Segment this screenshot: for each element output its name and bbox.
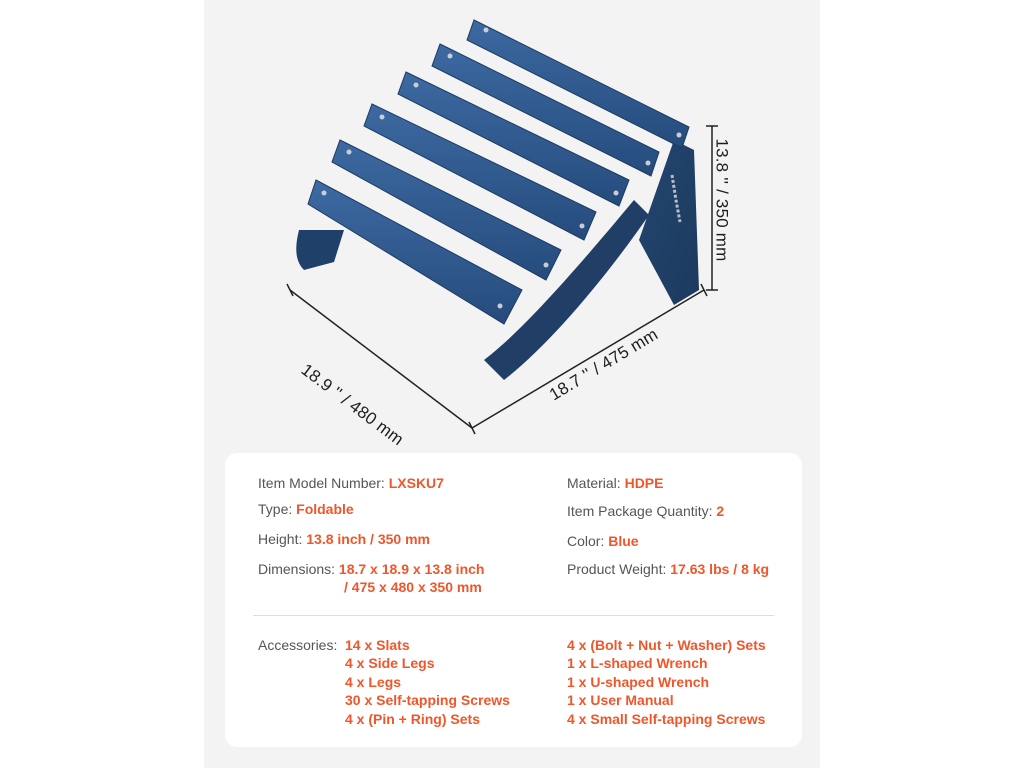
slats	[308, 20, 689, 324]
spec-quantity-value: 2	[716, 503, 725, 519]
accessory-item: 14 x Slats	[345, 637, 410, 653]
spec-model-value: LXSKU7	[388, 475, 444, 491]
divider	[253, 615, 774, 616]
spec-quantity-label: Item Package Quantity:	[567, 503, 713, 519]
accessories-list-left	[345, 636, 510, 728]
spec-weight	[567, 560, 769, 578]
spec-material-label: Material:	[567, 475, 621, 491]
accessories-list-right	[567, 636, 766, 728]
spec-card	[225, 453, 802, 747]
spec-color	[567, 532, 639, 550]
spec-material	[567, 474, 663, 492]
accessory-item: 1 x User Manual	[567, 692, 674, 709]
spec-height	[258, 530, 430, 548]
accessory-item: 4 x (Bolt + Nut + Washer) Sets	[567, 637, 766, 653]
spec-type-value: Foldable	[296, 501, 354, 517]
spec-dimensions-metric	[344, 578, 482, 596]
product-figure	[204, 0, 820, 450]
spec-dimensions-value-1: 18.7 x 18.9 x 13.8 inch	[338, 561, 485, 577]
accessory-item: 1 x L-shaped Wrench	[567, 655, 708, 672]
spec-dimensions	[258, 560, 484, 578]
accessory-item: 4 x Small Self-tapping Screws	[567, 710, 766, 727]
spec-model-label: Item Model Number:	[258, 475, 385, 491]
spec-height-value: 13.8 inch / 350 mm	[306, 531, 430, 547]
spec-material-value: HDPE	[624, 475, 664, 491]
spec-height-label: Height:	[258, 531, 303, 547]
accessory-item: 4 x Legs	[345, 673, 402, 690]
spec-weight-value: 17.63 lbs / 8 kg	[670, 561, 770, 577]
spec-type-label: Type:	[258, 501, 293, 517]
width-dimension-label: 18.9 '' / 480 mm	[297, 360, 408, 450]
accessory-item: 30 x Self-tapping Screws	[345, 692, 510, 709]
spec-dimensions-value-2: / 475 x 480 x 350 mm	[344, 579, 482, 595]
spec-dimensions-label: Dimensions:	[258, 561, 336, 577]
depth-dimension-label: 18.7 '' / 475 mm	[546, 324, 662, 405]
spec-model	[258, 474, 444, 492]
accessories-label: Accessories:	[258, 637, 338, 653]
left-leg	[296, 230, 344, 270]
width-dimension-line	[287, 284, 475, 434]
height-dimension-label: 13.8 '' / 350 mm	[712, 138, 732, 262]
spec-color-value: Blue	[608, 533, 639, 549]
accessory-item: 1 x U-shaped Wrench	[567, 673, 710, 690]
spec-type	[258, 500, 354, 518]
spec-quantity	[567, 502, 724, 520]
accessory-item: 4 x Side Legs	[345, 655, 435, 672]
spec-weight-label: Product Weight:	[567, 561, 667, 577]
spec-color-label: Color:	[567, 533, 605, 549]
accessory-item: 4 x (Pin + Ring) Sets	[345, 710, 480, 727]
